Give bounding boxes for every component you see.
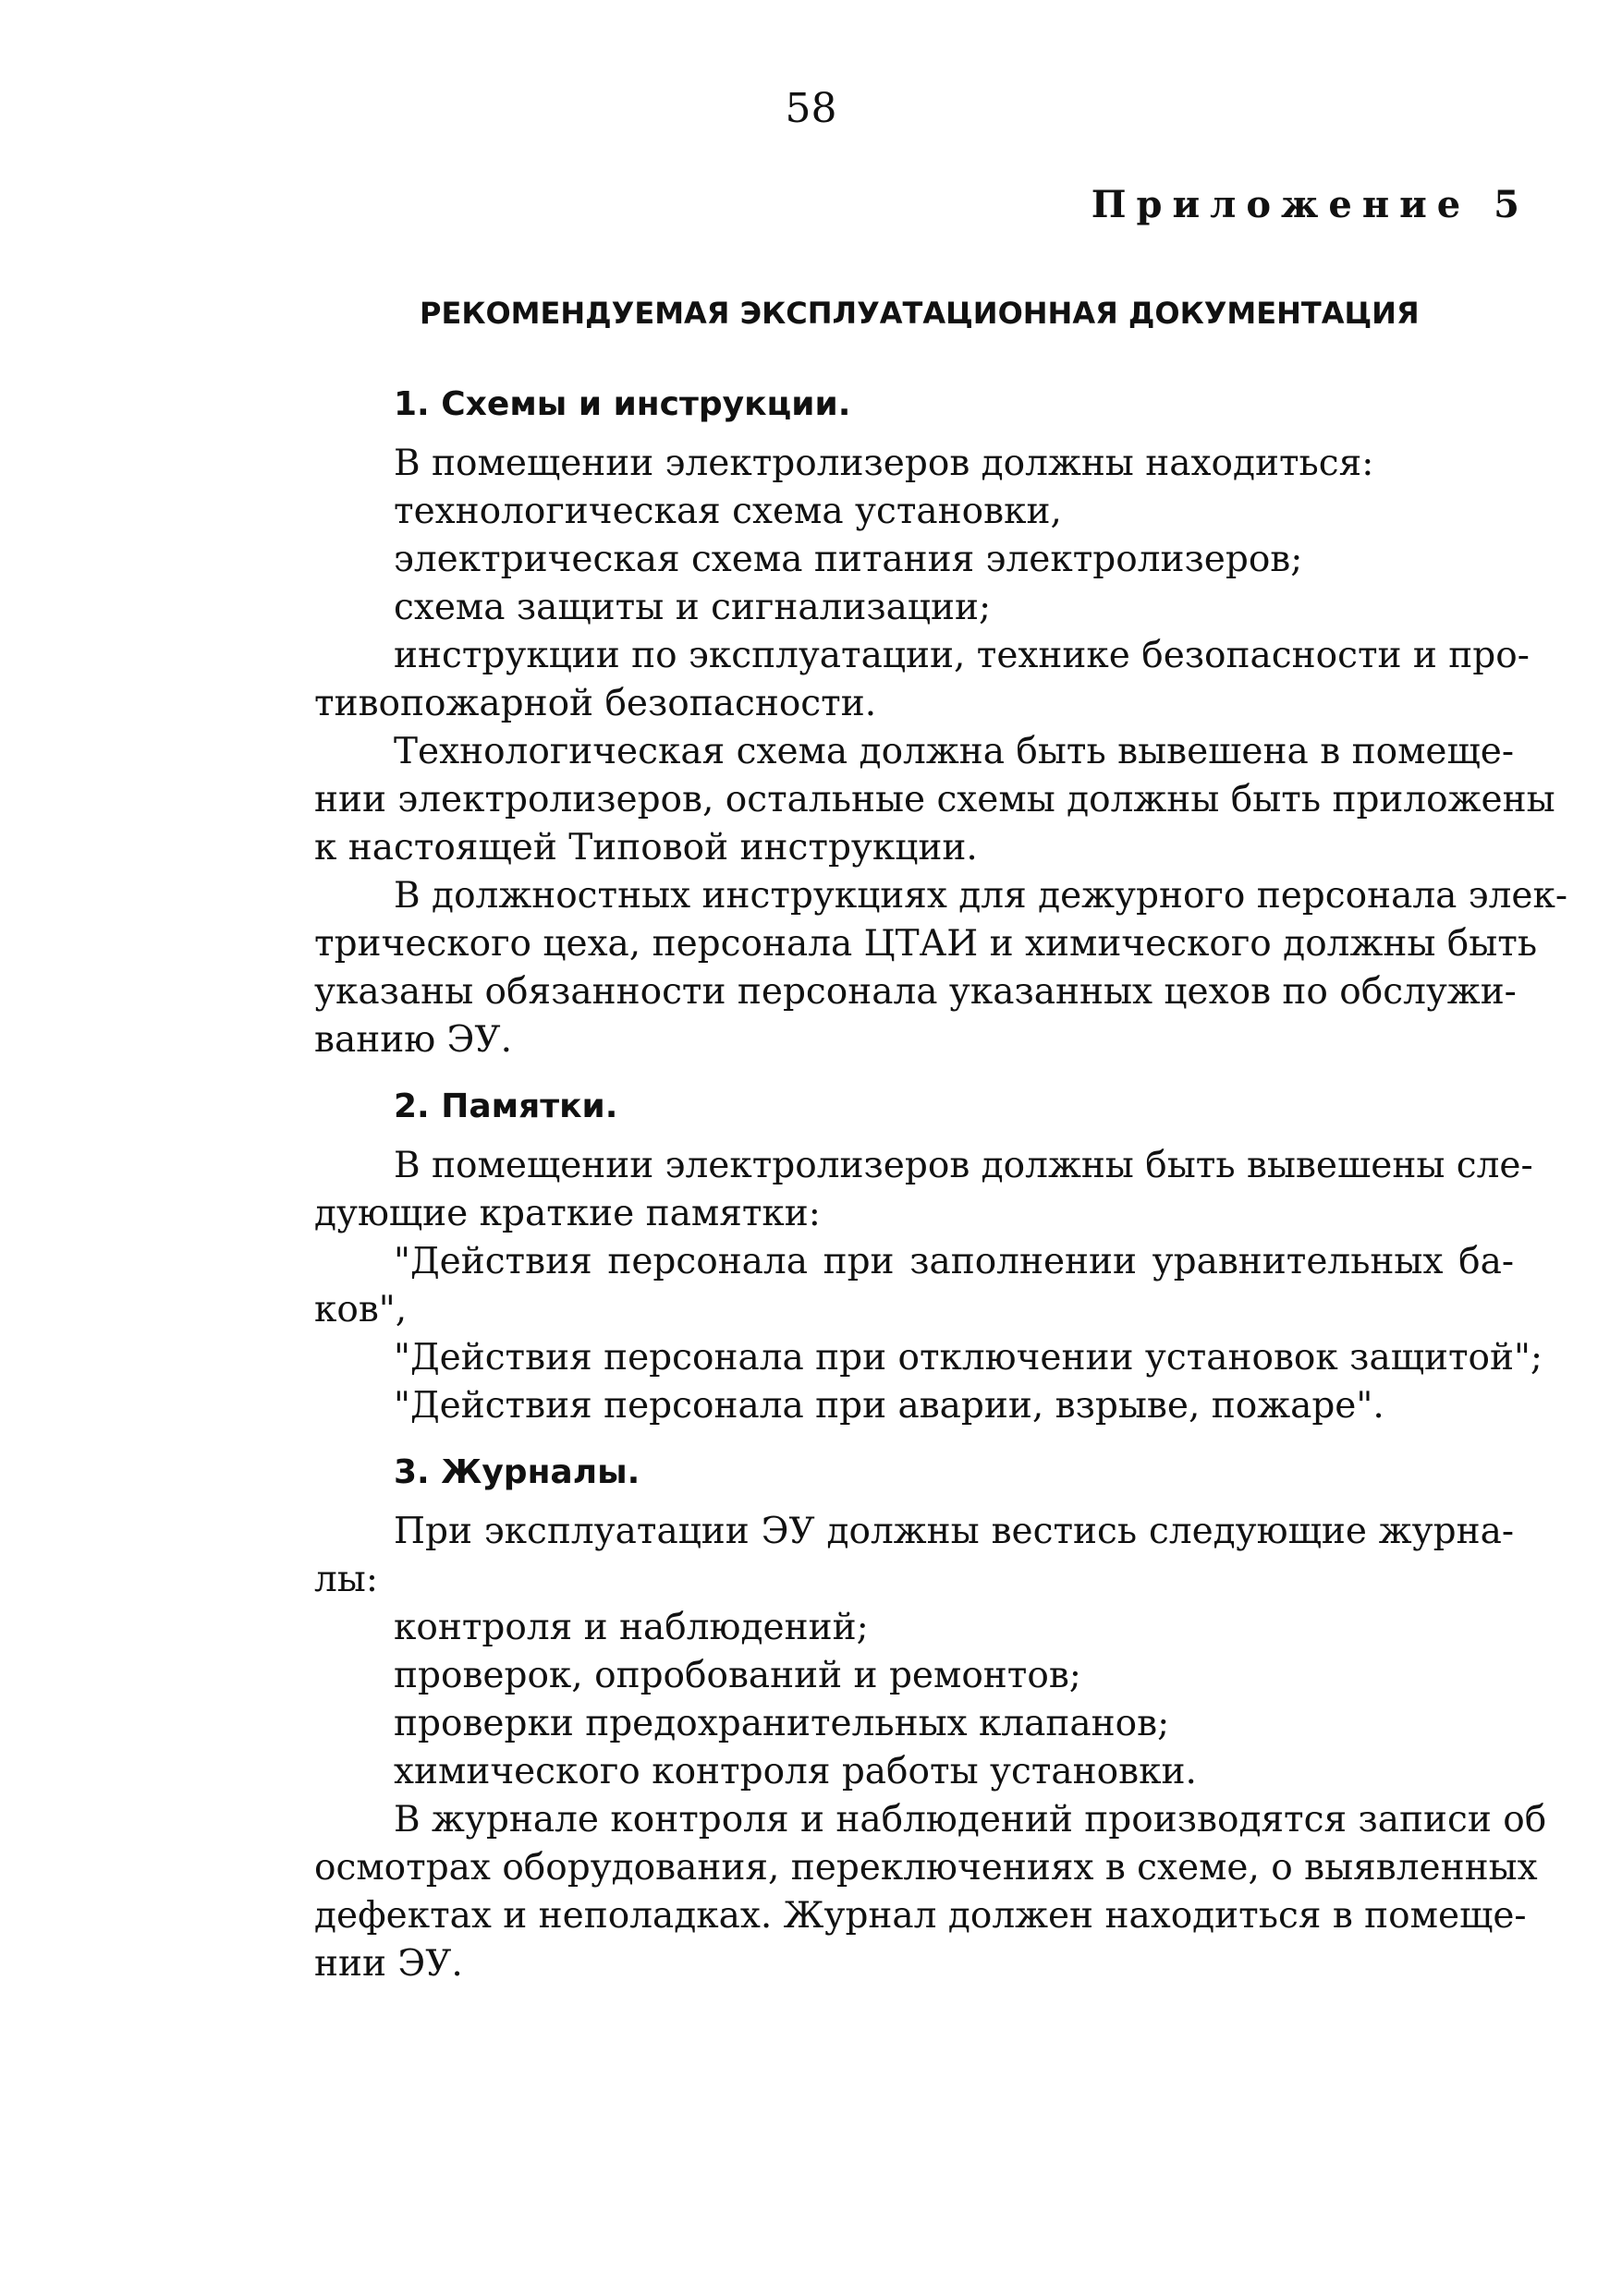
section-3-line: проверок, опробований и ремонтов; [394,1655,1081,1696]
section-3-line: нии ЭУ. [314,1943,463,1985]
section-1-line: схема защиты и сигнализации; [394,587,992,628]
section-1-line: инструкции по эксплуатации, технике безопасности и про- [394,635,1530,676]
section-2-line: дующие краткие памятки: [314,1193,821,1234]
section-1-heading: 1. Схемы и инструкции. [394,385,851,423]
section-1-line: электрическая схема питания электролизеров; [394,539,1303,580]
section-3-heading: 3. Журналы. [394,1453,640,1491]
section-3-line: осмотрах оборудования, переключениях в схеме, о выявленных [314,1847,1538,1889]
document-title: РЕКОМЕНДУЕМАЯ ЭКСПЛУАТАЦИОННАЯ ДОКУМЕНТАЦИЯ [420,296,1420,331]
section-3-line: В журнале контроля и наблюдений производятся записи об [394,1799,1547,1840]
section-2-line: В помещении электролизеров должны быть вывешены сле- [394,1145,1533,1186]
section-1-line: В помещении электролизеров должны находиться: [394,443,1374,484]
section-2-line: "Действия персонала при аварии, взрыве, пожаре". [394,1385,1384,1427]
section-2-line: ков", [314,1289,408,1330]
appendix-label: Приложение 5 [1091,183,1530,226]
section-1-line: тивопожарной безопасности. [314,683,877,724]
section-3-line: лы: [314,1559,378,1600]
section-1-line: В должностных инструкциях для дежурного персонала элек- [394,875,1568,917]
section-1-line: ванию ЭУ. [314,1019,512,1061]
section-1-line: указаны обязанности персонала указанных цехов по обслужи- [314,971,1517,1013]
page-number: 58 [785,85,837,132]
section-3-line: контроля и наблюдений; [394,1607,869,1648]
section-1-line: трического цеха, персонала ЦТАИ и химического должны быть [314,923,1538,965]
section-3-line: химического контроля работы установки. [394,1751,1197,1792]
section-3-line: проверки предохранительных клапанов; [394,1703,1170,1744]
section-2-heading: 2. Памятки. [394,1087,618,1125]
section-1-line: Технологическая схема должна быть вывешена в помеще- [394,731,1514,772]
section-3-line: При эксплуатации ЭУ должны вестись следующие журна- [394,1511,1514,1552]
section-3-line: дефектах и неполадках. Журнал должен находиться в помеще- [314,1895,1527,1937]
section-1-line: технологическая схема установки, [394,491,1062,532]
section-2-line: "Действия персонала при заполнении уравнительных ба- [394,1241,1514,1282]
section-2-line: "Действия персонала при отключении установок защитой"; [394,1337,1543,1379]
section-1-line: нии электролизеров, остальные схемы должны быть приложены [314,779,1555,820]
section-1-line: к настоящей Типовой инструкции. [314,827,978,869]
